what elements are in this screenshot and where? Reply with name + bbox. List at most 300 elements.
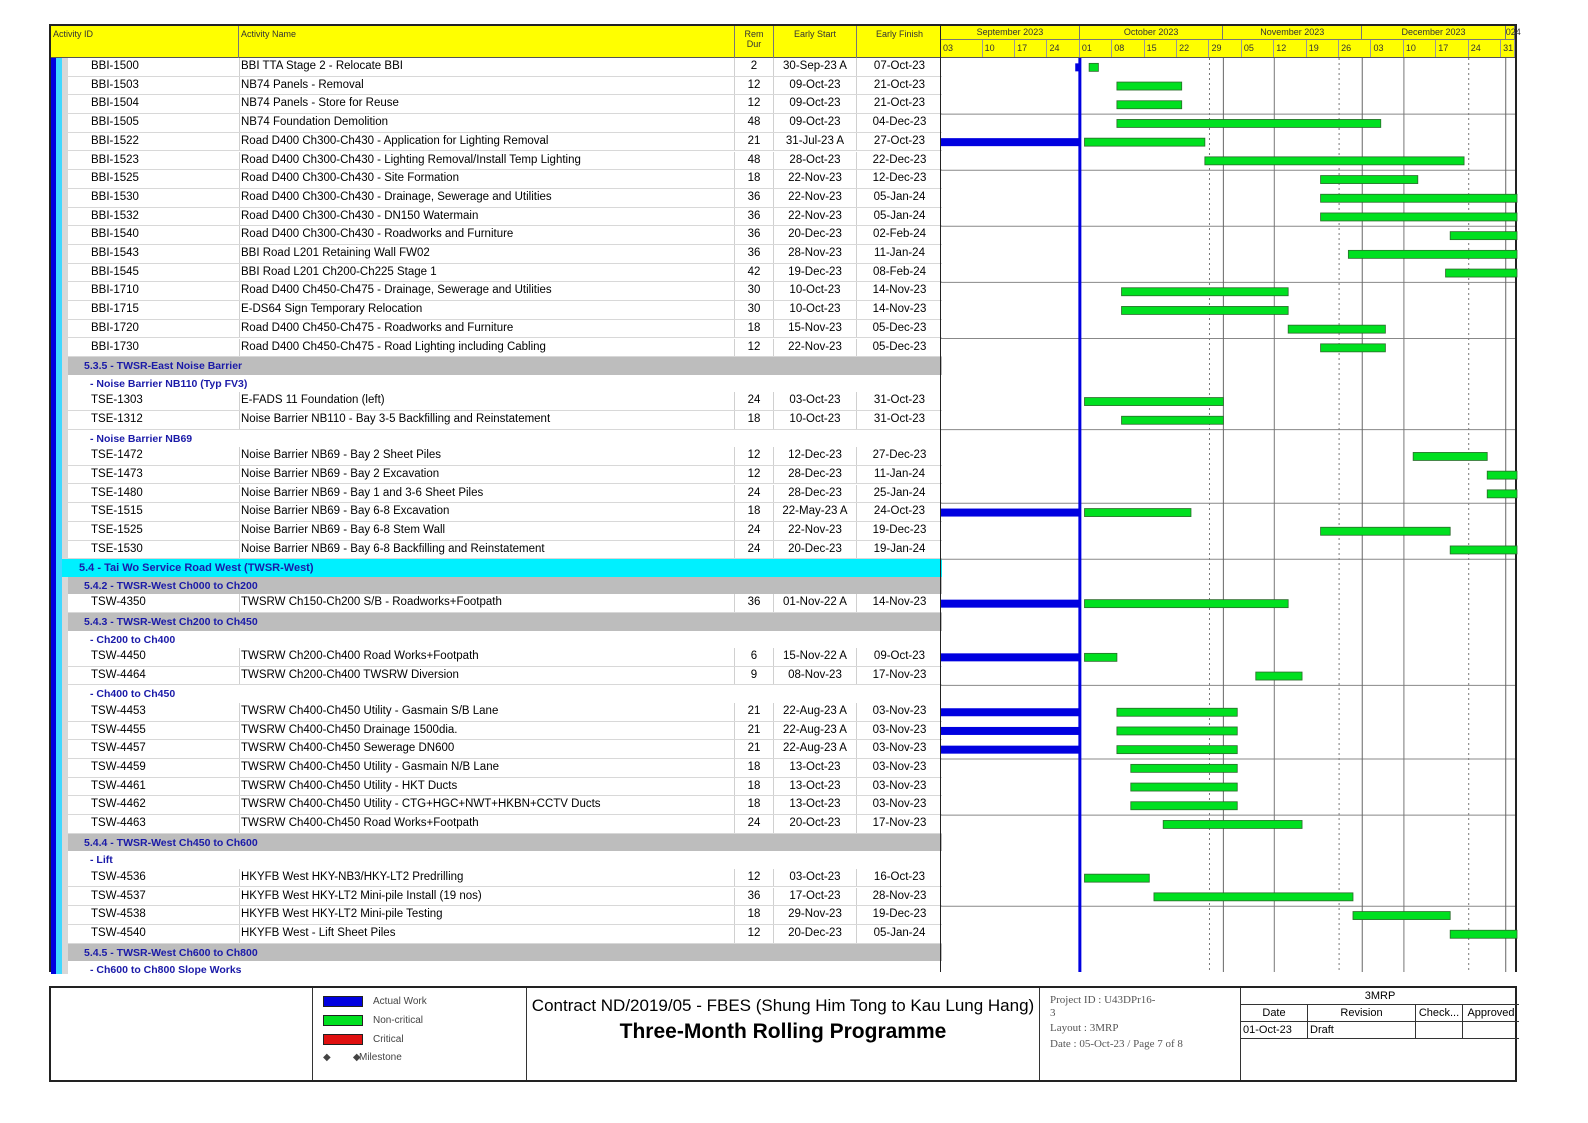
activity-id: TSW-4536 <box>91 870 146 883</box>
activity-id: TSW-4464 <box>91 668 146 681</box>
table-row[interactable] <box>68 522 942 541</box>
rem-dur: 18 <box>747 908 761 921</box>
column-divider <box>239 447 240 465</box>
activity-id: TSW-4538 <box>91 908 146 921</box>
rem-dur: 36 <box>747 596 761 609</box>
revision-table <box>1241 988 1519 1039</box>
rem-dur: 48 <box>747 153 761 166</box>
activity-name: Noise Barrier NB69 - Bay 6-8 Backfilling and Reinstatement <box>241 542 545 555</box>
early-finish: 09-Oct-23 <box>873 650 926 662</box>
rem-dur: 24 <box>747 817 761 830</box>
week-label: 24 <box>1469 40 1501 57</box>
column-divider <box>734 906 735 924</box>
month-label: 024 <box>1506 26 1515 40</box>
legend-label: Milestone <box>359 1052 402 1063</box>
activity-id: TSE-1472 <box>91 449 143 462</box>
rem-dur: 12 <box>747 340 761 353</box>
rem-dur: 36 <box>747 889 761 902</box>
activity-name: E-DS64 Sign Temporary Relocation <box>241 303 423 316</box>
rem-dur: 36 <box>747 247 761 259</box>
column-divider <box>734 95 735 113</box>
noncritical-bar <box>1085 398 1224 406</box>
column-divider <box>856 888 857 906</box>
column-divider <box>734 447 735 465</box>
activity-name: HKYFB West HKY-NB3/HKY-LT2 Predrilling <box>241 870 464 883</box>
rem-dur: 18 <box>747 412 761 425</box>
noncritical-bar <box>1413 452 1487 460</box>
noncritical-bar <box>1288 325 1385 333</box>
table-row[interactable] <box>68 301 942 320</box>
early-finish: 07-Oct-23 <box>873 60 926 72</box>
actual-bar <box>941 600 1080 608</box>
rev-approved <box>1463 1022 1520 1039</box>
early-start: 13-Oct-23 <box>789 779 841 792</box>
activity-name: BBI TTA Stage 2 - Relocate BBI <box>241 60 403 72</box>
column-divider <box>773 869 774 887</box>
activity-id: TSE-1312 <box>91 412 143 425</box>
activity-name: TWSRW Ch150-Ch200 S/B - Roadworks+Footpath <box>241 596 502 609</box>
early-start: 20-Dec-23 <box>788 228 842 241</box>
wbs-row-level2[interactable] <box>68 613 942 631</box>
col-header-activity-name[interactable]: Activity Name <box>239 26 735 58</box>
early-finish: 05-Jan-24 <box>873 209 926 222</box>
column-divider <box>734 170 735 188</box>
table-row[interactable] <box>68 759 942 778</box>
activity-name: NB74 Foundation Demolition <box>241 116 389 129</box>
activity-table <box>49 24 940 977</box>
column-divider <box>239 722 240 740</box>
wbs-label: 5.3.5 - TWSR-East Noise Barrier <box>84 360 243 373</box>
column-divider <box>239 264 240 282</box>
title-box <box>527 988 1040 1080</box>
wbs-row-level3[interactable] <box>68 375 942 393</box>
date-page: Date : 05-Oct-23 / Page 7 of 8 <box>1050 1038 1183 1050</box>
column-divider <box>239 778 240 796</box>
activity-name: TWSRW Ch400-Ch450 Drainage 1500dia. <box>241 723 458 736</box>
rem-dur: 18 <box>747 321 761 334</box>
table-row[interactable] <box>68 170 942 189</box>
column-divider <box>856 447 857 465</box>
early-finish: 14-Nov-23 <box>872 284 927 297</box>
early-start: 22-Nov-23 <box>788 523 842 536</box>
table-row[interactable] <box>68 58 942 77</box>
column-divider <box>239 703 240 721</box>
table-row[interactable] <box>68 189 942 208</box>
column-divider <box>734 77 735 95</box>
column-divider <box>239 152 240 170</box>
table-row[interactable] <box>68 541 942 560</box>
week-label: 31 <box>1501 40 1515 57</box>
noncritical-bar <box>1450 930 1517 938</box>
table-row[interactable] <box>68 594 942 613</box>
table-row[interactable] <box>68 245 942 264</box>
rem-dur: 36 <box>747 209 761 222</box>
table-row[interactable] <box>68 667 942 686</box>
table-row[interactable] <box>68 282 942 301</box>
wbs-label: - Noise Barrier NB110 (Typ FV3) <box>90 377 248 390</box>
column-divider <box>856 208 857 226</box>
column-divider <box>734 485 735 503</box>
table-row[interactable] <box>68 815 942 834</box>
legend-item-noncritical <box>323 1015 423 1026</box>
column-divider <box>239 888 240 906</box>
column-divider <box>239 189 240 207</box>
activity-id: BBI-1545 <box>91 265 139 278</box>
activity-id: TSE-1303 <box>91 394 143 407</box>
column-divider <box>856 925 857 943</box>
column-divider <box>856 320 857 338</box>
column-divider <box>856 114 857 132</box>
activity-name: TWSRW Ch400-Ch450 Utility - Gasmain S/B Lane <box>241 704 499 717</box>
noncritical-bar <box>1321 194 1517 202</box>
actual-swatch <box>323 996 363 1007</box>
col-header-early-start[interactable]: Early Start <box>774 26 857 58</box>
table-row[interactable] <box>68 447 942 466</box>
activity-name: TWSRW Ch200-Ch400 TWSRW Diversion <box>241 668 459 681</box>
table-row[interactable] <box>68 226 942 245</box>
column-divider <box>734 58 735 76</box>
contract-title: Contract ND/2019/05 - FBES (Shung Him Tong to Kau Lung Hang) <box>531 996 1035 1015</box>
early-start: 09-Oct-23 <box>789 78 841 91</box>
rem-dur: 18 <box>747 172 761 185</box>
noncritical-bar <box>1122 416 1224 424</box>
column-divider <box>773 703 774 721</box>
rem-dur: 24 <box>747 542 761 555</box>
column-divider <box>734 522 735 540</box>
week-label: 10 <box>1404 40 1436 57</box>
activity-name: HKYFB West HKY-LT2 Mini-pile Testing <box>241 908 443 921</box>
early-finish: 05-Jan-24 <box>873 190 926 203</box>
wbs-label: - Ch400 to Ch450 <box>90 688 176 701</box>
early-finish: 27-Dec-23 <box>872 449 927 462</box>
column-divider <box>773 778 774 796</box>
table-row[interactable] <box>68 703 942 722</box>
table-row[interactable] <box>68 648 942 667</box>
early-finish: 03-Nov-23 <box>872 779 927 792</box>
wbs-row-level2[interactable] <box>68 944 942 962</box>
activity-name: Noise Barrier NB110 - Bay 3-5 Backfilling and Reinstatement <box>241 412 551 425</box>
noncritical-bar <box>1122 288 1289 296</box>
table-row[interactable] <box>68 869 942 888</box>
legend-label: Actual Work <box>373 996 427 1008</box>
column-divider <box>856 189 857 207</box>
wbs-label: - Noise Barrier NB69 <box>90 432 193 445</box>
table-row[interactable] <box>68 925 942 944</box>
activity-name: TWSRW Ch400-Ch450 Road Works+Footpath <box>241 817 479 830</box>
table-row[interactable] <box>68 796 942 815</box>
legend-label: Critical <box>373 1034 404 1046</box>
noncritical-bar <box>1205 157 1464 165</box>
column-divider <box>239 594 240 612</box>
col-header-early-finish[interactable]: Early Finish <box>875 29 923 39</box>
legend-item-actual <box>323 996 427 1007</box>
column-divider <box>239 503 240 521</box>
timescale-header <box>941 26 1521 58</box>
column-divider <box>239 282 240 300</box>
activity-name: Road D400 Ch300-Ch430 - Lighting Removal/Install Temp Lighting <box>241 153 581 166</box>
rem-dur: 12 <box>747 97 761 110</box>
table-row[interactable] <box>68 740 942 759</box>
rem-dur: 42 <box>747 265 761 278</box>
wbs-row-level3[interactable] <box>68 430 942 448</box>
column-divider <box>734 594 735 612</box>
early-finish: 16-Oct-23 <box>873 870 926 883</box>
column-divider <box>773 740 774 758</box>
table-row[interactable] <box>68 888 942 907</box>
revision-box <box>1241 988 1515 1080</box>
column-divider <box>734 301 735 319</box>
noncritical-bar <box>1131 783 1237 791</box>
column-divider <box>856 906 857 924</box>
column-divider <box>734 796 735 814</box>
table-row[interactable] <box>68 485 942 504</box>
column-divider <box>856 466 857 484</box>
table-row[interactable] <box>68 208 942 227</box>
column-divider <box>773 594 774 612</box>
column-divider <box>239 133 240 151</box>
noncritical-bar <box>1085 138 1205 146</box>
wbs-row-level3[interactable] <box>68 961 942 979</box>
column-divider <box>856 740 857 758</box>
column-divider <box>773 264 774 282</box>
wbs-label: - Lift <box>90 854 113 867</box>
column-divider <box>856 778 857 796</box>
activity-id: TSW-4540 <box>91 926 146 939</box>
column-divider <box>734 282 735 300</box>
column-divider <box>734 759 735 777</box>
actual-bar <box>941 746 1080 754</box>
col-header-rem-dur[interactable]: Rem Dur <box>735 26 774 58</box>
column-divider <box>239 522 240 540</box>
column-divider <box>239 170 240 188</box>
rem-dur: 18 <box>747 761 761 773</box>
column-divider <box>773 541 774 559</box>
column-divider <box>239 320 240 338</box>
early-start: 12-Dec-23 <box>788 449 842 462</box>
layout-name: Layout : 3MRP <box>1050 1022 1119 1034</box>
rev-header-approved: Approved <box>1463 1005 1520 1022</box>
column-divider <box>773 392 774 410</box>
legend-item-milestone <box>323 1052 402 1063</box>
rev-date: 01-Oct-23 <box>1241 1022 1308 1039</box>
activity-id: BBI-1504 <box>91 97 139 110</box>
column-divider <box>773 815 774 833</box>
column-divider <box>856 152 857 170</box>
wbs-row-level3[interactable] <box>68 851 942 869</box>
noncritical-bar <box>1117 746 1237 754</box>
wbs-label: - Ch600 to Ch800 Slope Works <box>90 964 242 977</box>
column-divider <box>773 411 774 429</box>
column-divider <box>734 411 735 429</box>
table-row[interactable] <box>68 411 942 430</box>
early-start: 19-Dec-23 <box>788 265 842 278</box>
rem-dur: 30 <box>747 303 761 316</box>
column-divider <box>856 133 857 151</box>
rem-dur: 36 <box>747 190 761 203</box>
col-header-activity-id[interactable]: Activity ID <box>51 26 239 58</box>
activity-id: TSW-4453 <box>91 704 146 717</box>
table-header <box>51 26 942 58</box>
week-label: 24 <box>1047 40 1079 57</box>
column-divider <box>239 466 240 484</box>
column-divider <box>773 722 774 740</box>
column-divider <box>773 208 774 226</box>
table-row[interactable] <box>68 339 942 358</box>
table-row[interactable] <box>68 466 942 485</box>
table-row[interactable] <box>68 264 942 283</box>
early-finish: 31-Oct-23 <box>873 394 926 407</box>
column-divider <box>734 114 735 132</box>
week-label: 26 <box>1339 40 1371 57</box>
activity-name: HKYFB West - Lift Sheet Piles <box>241 926 396 939</box>
column-divider <box>239 392 240 410</box>
wbs-row-level2[interactable] <box>68 577 942 595</box>
column-divider <box>734 245 735 263</box>
column-divider <box>773 796 774 814</box>
column-divider <box>734 133 735 151</box>
noncritical-bar <box>1085 874 1150 882</box>
activity-name: Road D400 Ch300-Ch430 - Drainage, Sewerage and Utilities <box>241 190 552 203</box>
wbs-row-level3[interactable] <box>68 631 942 649</box>
activity-id: TSW-4457 <box>91 742 146 755</box>
legend-label: Non-critical <box>373 1015 424 1027</box>
activity-id: BBI-1532 <box>91 209 139 222</box>
activity-name: Road D400 Ch300-Ch430 - Site Formation <box>241 172 459 185</box>
activity-id: BBI-1522 <box>91 134 139 147</box>
rem-dur: 24 <box>747 486 761 499</box>
rem-dur: 18 <box>747 779 761 792</box>
early-finish: 05-Dec-23 <box>872 321 927 334</box>
activity-id: TSW-4461 <box>91 779 146 792</box>
activity-name: E-FADS 11 Foundation (left) <box>241 394 385 407</box>
table-row[interactable] <box>68 722 942 741</box>
column-divider <box>773 522 774 540</box>
early-finish: 05-Jan-24 <box>873 926 926 939</box>
early-start: 08-Nov-23 <box>788 668 842 681</box>
column-divider <box>239 411 240 429</box>
week-label: 03 <box>1372 40 1404 57</box>
activity-name: Noise Barrier NB69 - Bay 1 and 3-6 Sheet Piles <box>241 486 484 499</box>
early-start: 17-Oct-23 <box>789 889 841 902</box>
column-divider <box>773 648 774 666</box>
early-finish: 19-Jan-24 <box>873 542 926 555</box>
column-divider <box>773 320 774 338</box>
wbs-row-level3[interactable] <box>68 685 942 703</box>
column-divider <box>734 541 735 559</box>
early-start: 10-Oct-23 <box>789 284 841 297</box>
early-start: 22-May-23 A <box>782 505 848 518</box>
activity-id: TSW-4462 <box>91 798 146 811</box>
table-row[interactable] <box>68 77 942 96</box>
column-divider <box>773 759 774 777</box>
critical-swatch <box>323 1034 363 1045</box>
rev-header-checked: Check... <box>1416 1005 1463 1022</box>
column-divider <box>856 245 857 263</box>
early-finish: 19-Dec-23 <box>872 523 927 536</box>
early-start: 22-Nov-23 <box>788 209 842 222</box>
table-row[interactable] <box>68 392 942 411</box>
rem-dur: 36 <box>747 228 761 241</box>
column-divider <box>773 282 774 300</box>
column-divider <box>239 740 240 758</box>
column-divider <box>773 226 774 244</box>
early-start: 20-Oct-23 <box>789 817 841 830</box>
noncritical-bar <box>1117 101 1182 109</box>
activity-id: BBI-1540 <box>91 228 139 241</box>
table-row[interactable] <box>68 114 942 133</box>
early-finish: 11-Jan-24 <box>874 467 925 480</box>
noncritical-bar <box>1163 820 1302 828</box>
month-label: October 2023 <box>1080 26 1224 40</box>
table-row[interactable] <box>68 133 942 152</box>
activity-name: Road D400 Ch300-Ch430 - DN150 Watermain <box>241 209 479 222</box>
activity-id: BBI-1525 <box>91 172 139 185</box>
noncritical-swatch <box>323 1015 363 1026</box>
activity-name: NB74 Panels - Removal <box>241 78 364 91</box>
column-divider <box>734 503 735 521</box>
column-divider <box>734 740 735 758</box>
table-row[interactable] <box>68 906 942 925</box>
column-divider <box>239 226 240 244</box>
noncritical-bar <box>1117 119 1381 127</box>
column-divider <box>239 485 240 503</box>
table-row[interactable] <box>68 95 942 114</box>
actual-bar <box>941 708 1080 716</box>
early-finish: 21-Oct-23 <box>873 97 926 110</box>
activity-name: Noise Barrier NB69 - Bay 2 Excavation <box>241 467 440 480</box>
column-divider <box>856 796 857 814</box>
column-divider <box>856 594 857 612</box>
column-divider <box>856 522 857 540</box>
table-row[interactable] <box>68 152 942 171</box>
activity-id: TSW-4455 <box>91 723 146 736</box>
early-finish: 12-Dec-23 <box>872 172 927 185</box>
noncritical-bar <box>1353 912 1450 920</box>
column-divider <box>734 703 735 721</box>
wbs-row-level2[interactable] <box>68 357 942 375</box>
column-divider <box>773 888 774 906</box>
week-label: 19 <box>1307 40 1339 57</box>
column-divider <box>773 152 774 170</box>
table-row[interactable] <box>68 503 942 522</box>
early-finish: 02-Feb-24 <box>872 228 927 241</box>
activity-id: BBI-1500 <box>91 60 139 72</box>
rem-dur: 30 <box>747 284 761 297</box>
wbs-label: 5.4.2 - TWSR-West Ch000 to Ch200 <box>84 579 258 592</box>
table-row[interactable] <box>68 320 942 339</box>
column-divider <box>773 925 774 943</box>
early-finish: 03-Nov-23 <box>872 723 927 736</box>
column-divider <box>734 667 735 685</box>
early-start: 28-Nov-23 <box>788 247 842 259</box>
early-start: 09-Oct-23 <box>789 97 841 110</box>
early-finish: 03-Nov-23 <box>872 704 927 717</box>
column-divider <box>239 95 240 113</box>
early-finish: 19-Dec-23 <box>872 908 927 921</box>
activity-id: TSE-1525 <box>91 523 143 536</box>
noncritical-bar <box>1154 893 1353 901</box>
wbs-label: - Ch200 to Ch400 <box>90 633 176 646</box>
early-start: 15-Nov-22 A <box>783 650 847 662</box>
rem-dur: 9 <box>750 668 758 681</box>
early-finish: 24-Oct-23 <box>873 505 926 518</box>
rem-dur: 12 <box>747 926 761 939</box>
table-row[interactable] <box>68 778 942 797</box>
wbs-row-level2[interactable] <box>68 834 942 852</box>
column-divider <box>773 906 774 924</box>
rev-revision: Draft <box>1308 1022 1416 1039</box>
wbs-row-level1[interactable] <box>62 559 942 577</box>
